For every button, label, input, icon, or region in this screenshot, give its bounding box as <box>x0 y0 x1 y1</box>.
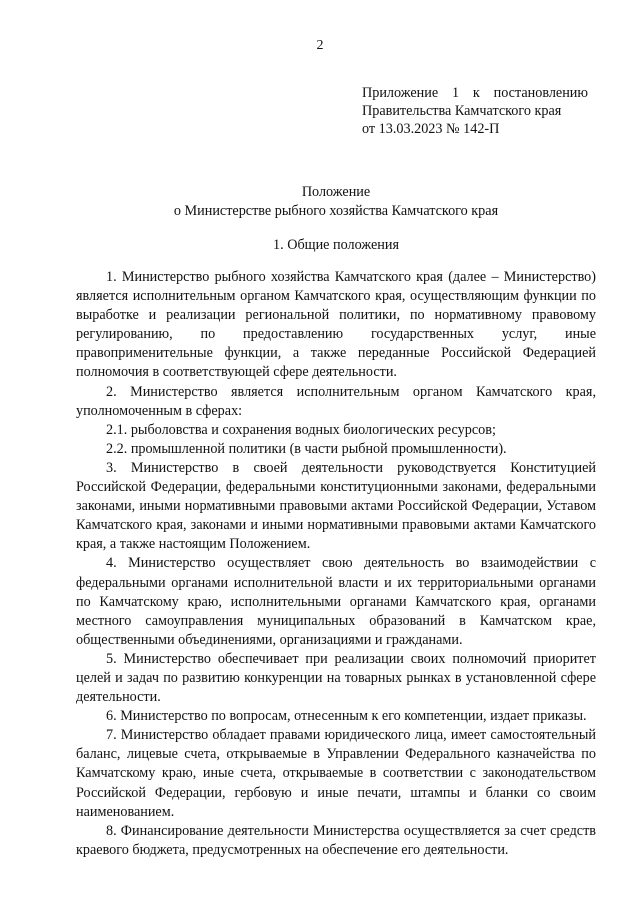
body-text <box>76 268 596 860</box>
document-title-line-1: Положение <box>301 184 371 200</box>
paragraph-2-2: 2.2. промышленной политики (в части рыбной промышленности). <box>106 440 507 457</box>
paragraph-8: 8. Финансирование деятельности Министерства осуществляется за счет средств краевого бюджета, предусмотренных на обеспечение его деятельности. <box>76 822 596 858</box>
document-title-line-2: о Министерстве рыбного хозяйства Камчатского края <box>173 203 499 219</box>
appendix-block <box>362 84 588 138</box>
page-number: 2 <box>316 38 324 53</box>
paragraph-6: 6. Министерство по вопросам, отнесенным к его компетенции, издает приказы. <box>106 708 587 725</box>
appendix-line-3: от 13.03.2023 № 142-П <box>362 121 500 137</box>
paragraph-1: 1. Министерство рыбного хозяйства Камчатского края (далее – Министерство) является исполнительным органом Камчатского края, осуществляющим функции по выработке и реализации региональной политики, по нормативному правовому регулированию, по предоставлению государственных услуг, иные правоприменительные функции, а также переданные Российской Федерацией полномочия в соответствующей сфере деятельности. <box>76 269 596 381</box>
appendix-line-2: Правительства Камчатского края <box>362 103 562 119</box>
paragraph-3: 3. Министерство в своей деятельности руководствуется Конституцией Российской Федерации, федеральными конституционными законами, федеральными законами, иными нормативными правовыми актами Российской Федерации, Уставом Камчатского края, законами и иными нормативными правовыми актами Камчатского края, а также настоящим Положением. <box>76 459 596 553</box>
section-heading: 1. Общие положения <box>273 237 399 253</box>
paragraph-7: 7. Министерство обладает правами юридического лица, имеет самостоятельный баланс, лицевые счета, открываемые в Управлении Федерального казначейства по Камчатскому краю, иные счета, открываемые в соответствии с законодательством Российской Федерации, гербовую и иные печати, штампы и бланки со своим наименованием. <box>76 727 596 820</box>
paragraph-2: 2. Министерство является исполнительным органом Камчатского края, уполномоченным в сферах: <box>76 383 596 419</box>
appendix-line-1: Приложение 1 к постановлению <box>362 85 588 101</box>
paragraph-5: 5. Министерство обеспечивает при реализации своих полномочий приоритет целей и задач по развитию конкуренции на товарных рынках в установленной сфере деятельности. <box>76 650 596 706</box>
document-title <box>0 183 640 221</box>
paragraph-4: 4. Министерство осуществляет свою деятельность во взаимодействии с федеральными органами исполнительной власти и их территориальными органами по Камчатскому краю, исполнительными органами Камчатского края, органами местного самоуправления муниципальных образований в Камчатском крае, общественными объединениями, организациями и гражданами. <box>76 555 596 648</box>
paragraph-2-1: 2.1. рыболовства и сохранения водных биологических ресурсов; <box>106 421 496 438</box>
